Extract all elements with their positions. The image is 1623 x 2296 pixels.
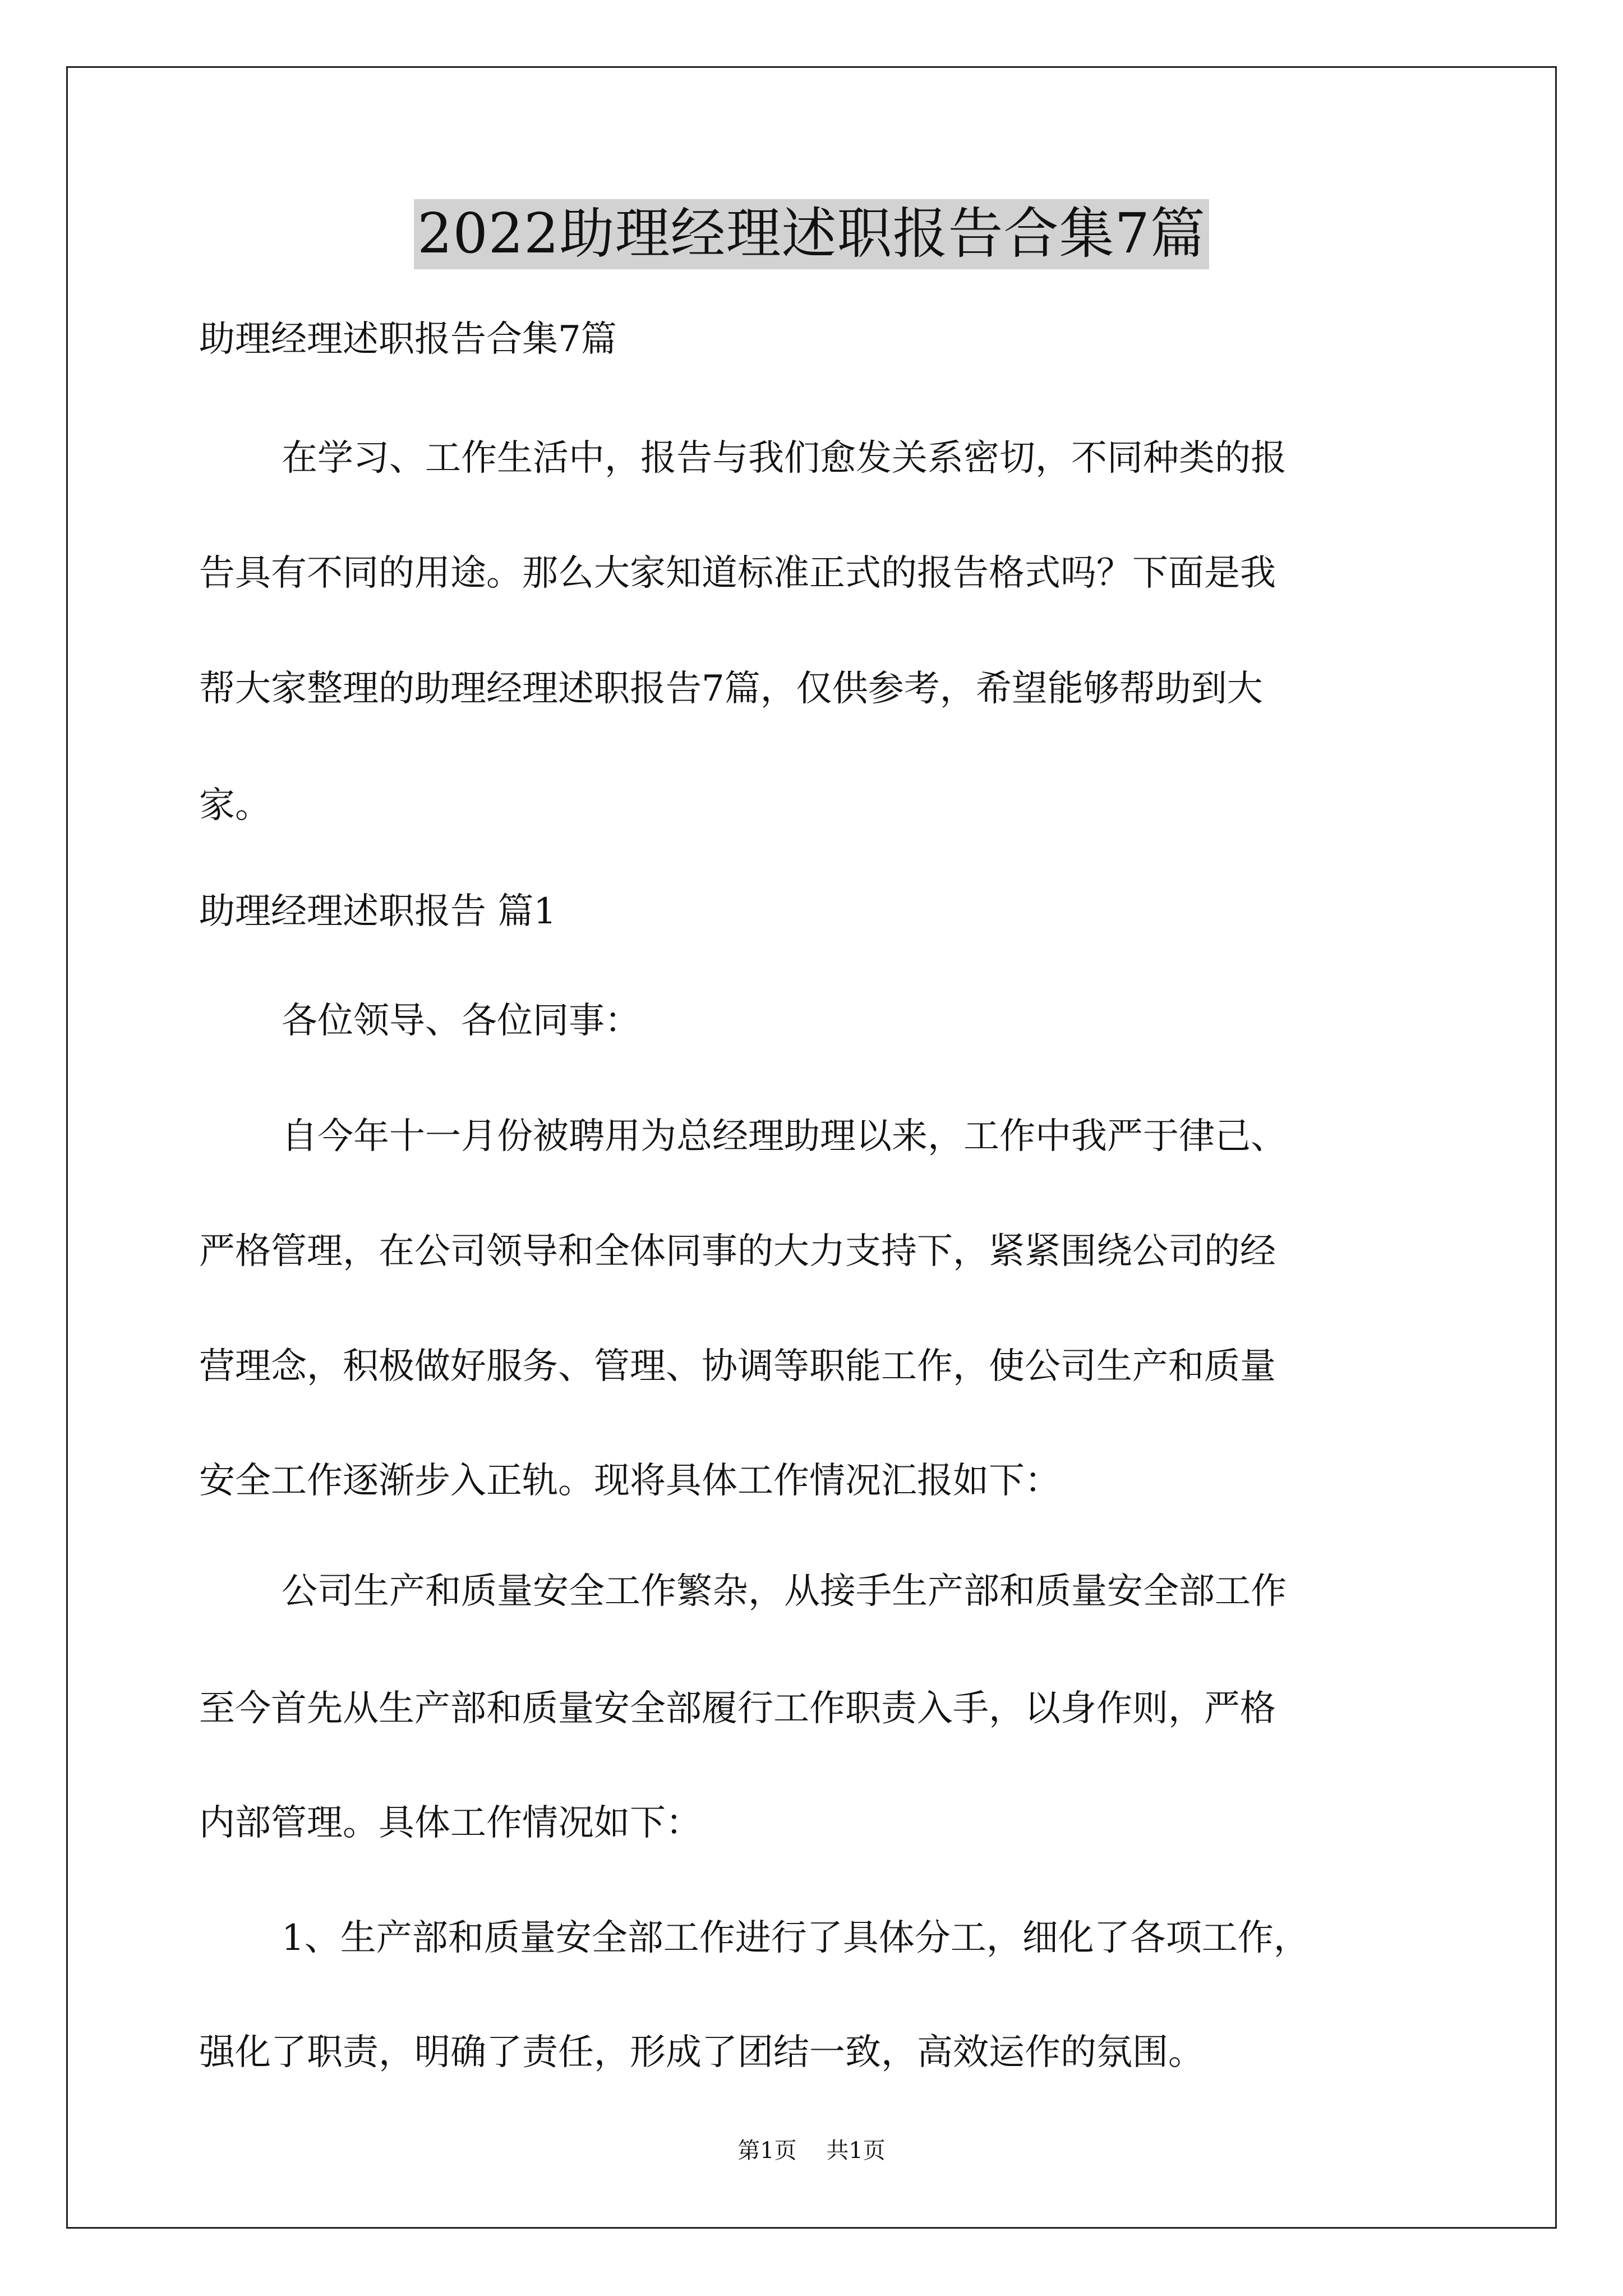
page-number: 第1页 [737,2138,797,2164]
title-container [0,199,1623,269]
body-line-5: 公司生产和质量安全工作繁杂，从接手生产部和质量安全部工作 [282,1571,1287,1612]
subtitle-line: 助理经理述职报告合集7篇 [199,319,617,360]
body-line-8: 1、生产部和质量安全部工作进行了具体分工，细化了各项工作， [282,1917,1310,1959]
body-line-7: 内部管理。具体工作情况如下： [199,1802,702,1844]
body-line-2: 严格管理，在公司领导和全体同事的大力支持下，紧紧围绕公司的经 [199,1231,1276,1272]
salutation-line: 各位领导、各位同事： [282,1000,640,1042]
page-total: 共1页 [826,2138,886,2164]
intro-line-1: 在学习、工作生活中，报告与我们愈发关系密切，不同种类的报 [282,438,1287,479]
document-title: 2022助理经理述职报告合集7篇 [414,199,1209,269]
body-line-6: 至今首先从生产部和质量安全部履行工作职责入手，以身作则，严格 [199,1688,1276,1729]
intro-line-2: 告具有不同的用途。那么大家知道标准正式的报告格式吗？下面是我 [199,553,1276,594]
body-line-1: 自今年十一月份被聘用为总经理助理以来，工作中我严于律己、 [282,1116,1287,1157]
page-footer [0,2136,1623,2165]
section-heading-1: 助理经理述职报告 篇1 [199,891,557,932]
body-line-4: 安全工作逐渐步入正轨。现将具体工作情况汇报如下： [199,1460,1061,1502]
body-line-9: 强化了职责，明确了责任，形成了团结一致，高效运作的氛围。 [199,2032,1204,2073]
intro-line-3: 帮大家整理的助理经理述职报告7篇，仅供参考，希望能够帮助到大 [199,668,1263,710]
body-line-3: 营理念，积极做好服务、管理、协调等职能工作，使公司生产和质量 [199,1346,1276,1387]
intro-line-4: 家。 [199,785,271,826]
